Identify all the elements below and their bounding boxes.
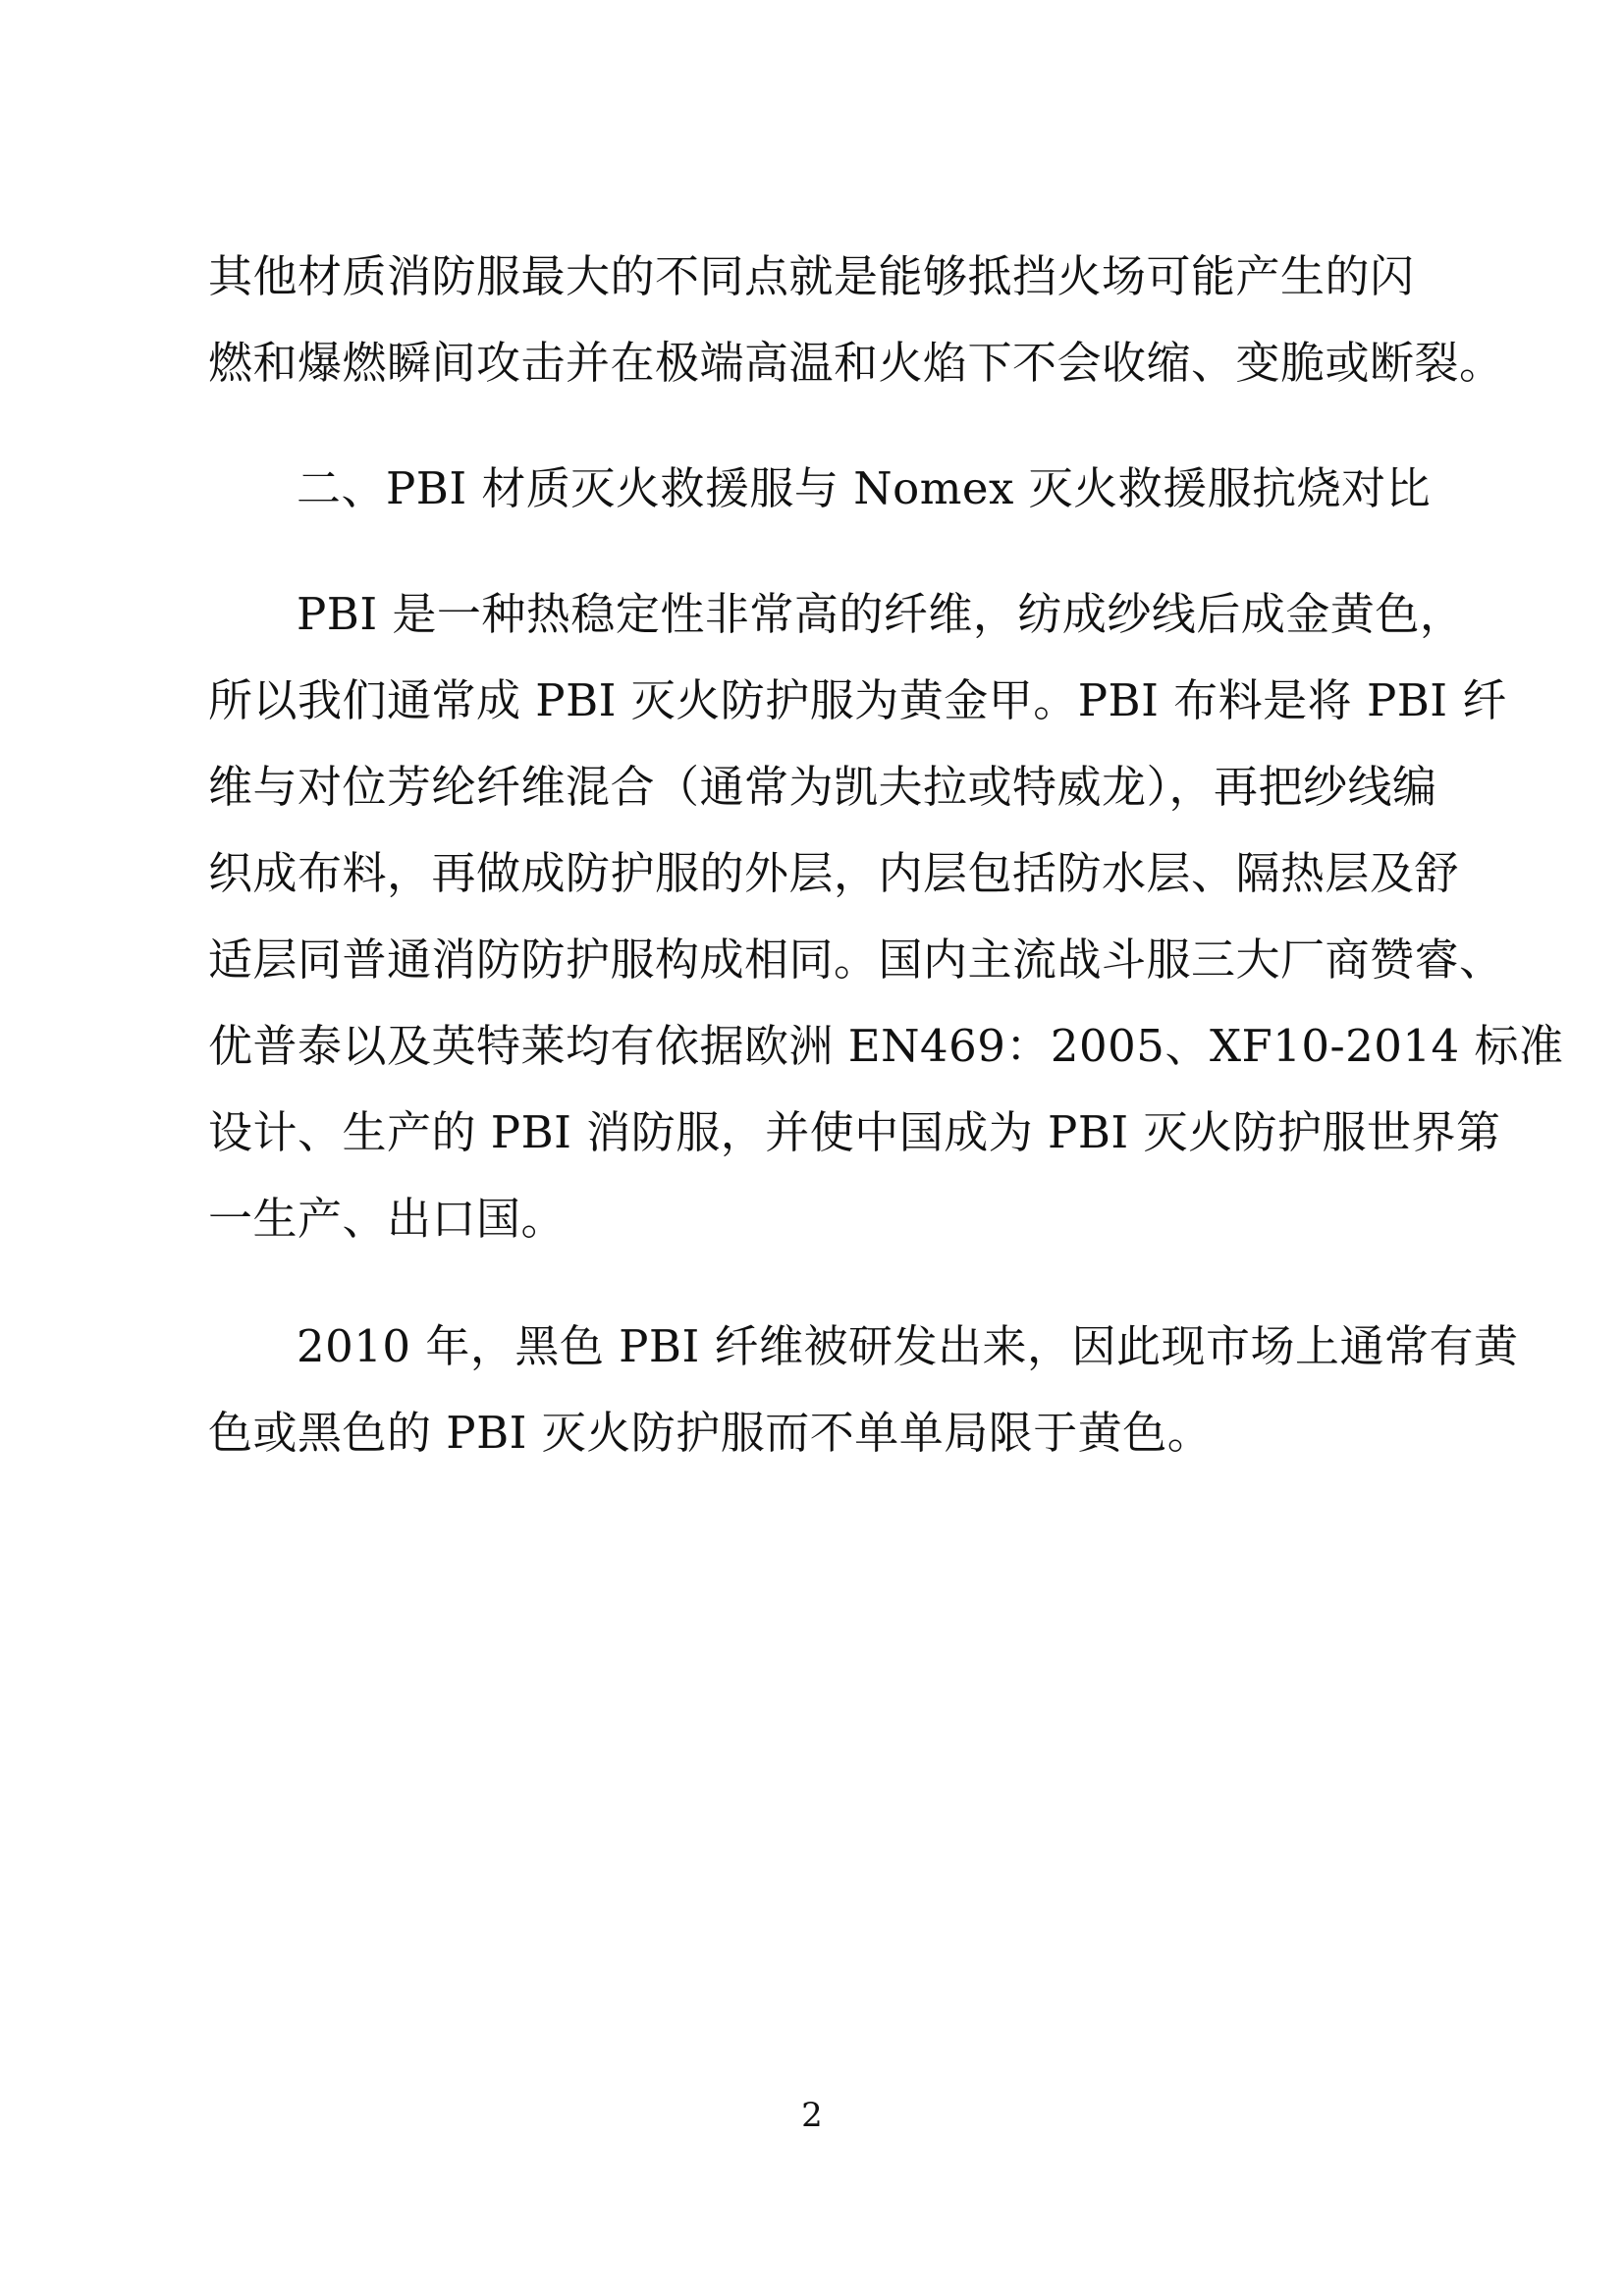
paragraph-2-line-1: 2010 年，黑色 PBI 纤维被研发出来，因此现市场上通常有黄 xyxy=(297,1320,1519,1372)
paragraph-1-line-3: 维与对位芳纶纤维混合（通常为凯夫拉或特威龙），再把纱线编 xyxy=(208,761,1437,813)
paragraph-1-line-5: 适层同普通消防防护服构成相同。国内主流战斗服三大厂商赞睿、 xyxy=(208,934,1504,986)
paragraph-1-line-1: PBI 是一种热稳定性非常高的纤维，纺成纱线后成金黄色， xyxy=(297,588,1465,640)
page-number: 2 xyxy=(801,2096,823,2135)
continuation-line-2: 燃和爆燃瞬间攻击并在极端高温和火焰下不会收缩、变脆或断裂。 xyxy=(208,337,1504,389)
paragraph-2-line-2: 色或黑色的 PBI 灭火防护服而不单单局限于黄色。 xyxy=(208,1407,1213,1459)
paragraph-1-line-8: 一生产、出口国。 xyxy=(208,1193,567,1245)
paragraph-1-line-7: 设计、生产的 PBI 消防服，并使中国成为 PBI 灭火防护服世界第 xyxy=(208,1106,1501,1158)
paragraph-1-line-2: 所以我们通常成 PBI 灭火防护服为黄金甲。PBI 布料是将 PBI 纤 xyxy=(208,674,1507,726)
paragraph-1-line-6: 优普泰以及英特莱均有依据欧洲 EN469：2005、XF10-2014 标准 xyxy=(208,1020,1564,1072)
paragraph-1-line-4: 织成布料，再做成防护服的外层，内层包括防水层、隔热层及舒 xyxy=(208,847,1460,899)
section-heading: 二、PBI 材质灭火救援服与 Nomex 灭火救援服抗烧对比 xyxy=(297,462,1432,514)
continuation-line-1: 其他材质消防服最大的不同点就是能够抵挡火场可能产生的闪 xyxy=(208,250,1415,302)
